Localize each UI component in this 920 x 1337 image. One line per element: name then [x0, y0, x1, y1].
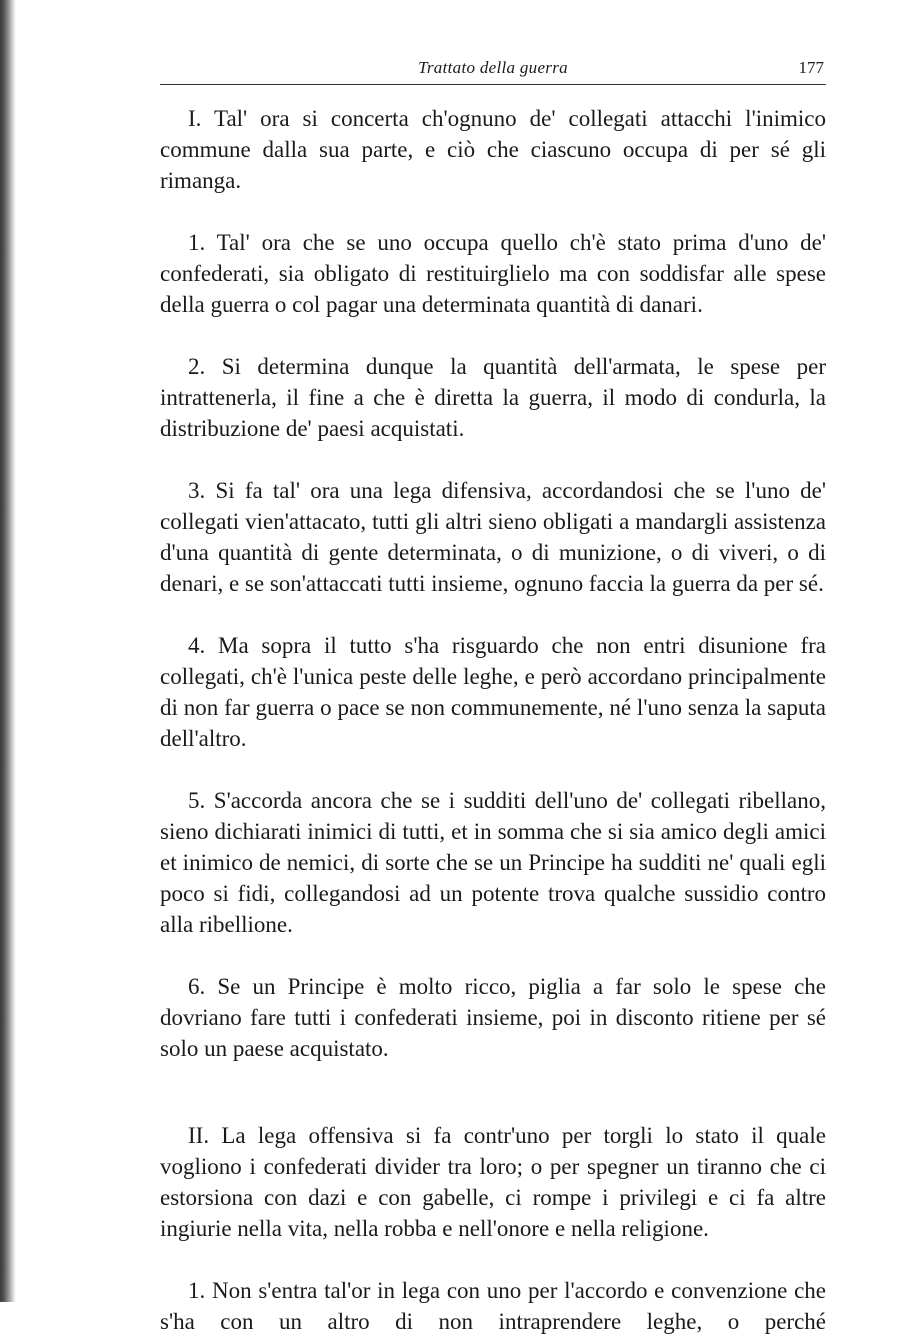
- paragraph-I-1: 1. Tal' ora che se uno occupa quello ch'è stato prima d'uno de' confederati, sia obligato di restituirglielo ma con soddisfar alle spese della guerra o col pagar una determinata quantità di danari.: [160, 230, 826, 317]
- running-header: [160, 58, 826, 85]
- paragraph-II-1: 1. Non s'entra tal'or in lega con uno per l'accordo e convenzione che s'ha con un altro di non intraprendere leghe, o perché: [160, 1278, 826, 1334]
- paragraph-I-3: 3. Si fa tal' ora una lega difensiva, accordandosi che se l'uno de' collegati vien'attacato, tutti gli altri sieno obligati a mandargli assistenza d'una quantità di gente determinata, o di munizione, o di viveri, o di denari, e se son'attaccati tutti insieme, ognuno faccia la guerra da per sé.: [160, 478, 826, 596]
- page-number: 177: [798, 58, 824, 77]
- paragraph-I-2: 2. Si determina dunque la quantità dell'armata, le spese per intrattenerla, il fine a che è diretta la guerra, il modo di condurla, la distribuzione de' paesi acquistati.: [160, 354, 826, 441]
- paragraph-I-4: 4. Ma sopra il tutto s'ha risguardo che non entri disunione fra collegati, ch'è l'unica peste delle leghe, e però accordano principalmente di non far guerra o pace se non communemente, né l'uno senza la saputa dell'altro.: [160, 633, 826, 751]
- paragraph-I-5: 5. S'accorda ancora che se i sudditi dell'uno de' collegati ribellano, sieno dichiarati inimici di tutti, et in somma che si sia amico degli amici et inimico de nemici, di sorte che se un Principe ha sudditi ne' quali egli poco si fidi, collegandosi ad un potente trova qualche sussidio contro alla ribellione.: [160, 788, 826, 937]
- paragraph-I-6: 6. Se un Principe è molto ricco, piglia a far solo le spese che dovriano fare tutti i confederati insieme, poi in disconto ritiene per sé solo un paese acquistato.: [160, 974, 826, 1061]
- page-binding-edge: [0, 0, 16, 1302]
- paragraph-I: I. Tal' ora si concerta ch'ognuno de' collegati attacchi l'inimico commune dalla sua parte, e ciò che ciascuno occupa di per sé gli rimanga.: [160, 106, 826, 193]
- body-text: [160, 103, 826, 1337]
- paragraph-II: II. La lega offensiva si fa contr'uno per torgli lo stato il quale vogliono i confederati divider tra loro; o per spegner un tiranno che ci estorsiona con dazi e con gabelle, ci rompe i privilegi e ci fa altre ingiurie nella vita, nella robba e nell'onore e nella religione.: [160, 1123, 826, 1241]
- running-title: Trattato della guerra: [418, 58, 568, 77]
